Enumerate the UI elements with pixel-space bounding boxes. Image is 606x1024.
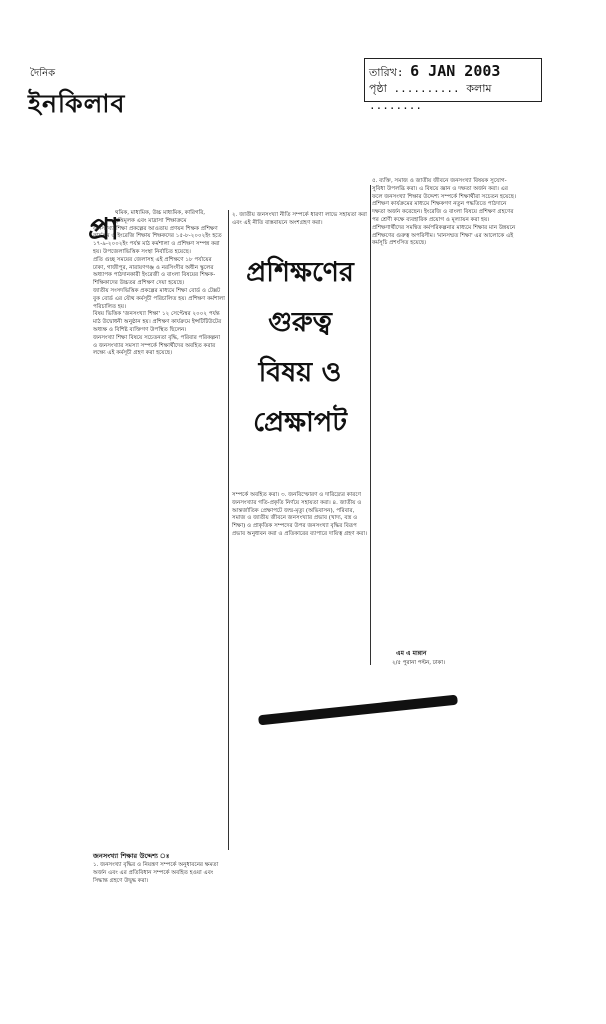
author-signature: এম এ মান্নান — [396, 650, 427, 657]
stamp-date-value: 6 JAN 2003 — [410, 62, 501, 80]
newspaper-masthead: ইনকিলাব — [28, 89, 126, 118]
date-stamp: তারিখ: 6 JAN 2003 পৃষ্ঠা .......... কলাম ........ — [364, 58, 542, 102]
article-column-1-tail: ১. জনসংখ্যা বৃদ্ধির ও নিয়ন্ত্রণ সম্পর্কে অনুধাবনের ক্ষমতা অর্জন এবং এর প্রতিবিধান সম্পর্কে অবহিত হওয়া এবং সিদ্ধান্ত গ্রহণে উদ্বুদ্ধ করা। — [93, 862, 219, 884]
article-column-3: ৫. ব্যক্তি, সমাজ ও জাতীয় জীবনে জনসংখ্যা বিষয়ক সুযোগ-সুবিধা উপলব্ধি করা। এ বিষয়ে জ্ঞান ও দক্ষতা অর্জন করা। এর ফলে জনসংখ্যা শিক্ষার উদ্দেশ্য সম্পর্কে শিক্ষার্থীরা সচেতন হয়েছে। প্রশিক্ষণ কার্যক্রমের মাধ্যমে শিক্ষকগণ নতুন পদ্ধতিতে পাঠদানে দক্ষতা অর্জন করেছেন। ইংরেজি ও বাংলা বিষয়ে প্রশিক্ষণ গ্রহণের পর শ্রেণী কক্ষে ব্যবহারিক প্রয়োগ ও মূল্যায়ন করা হয়। প্রশিক্ষণার্থীদের সমন্বিত কর্মপরিকল্পনার মাধ্যমে শিক্ষার মান উন্নয়নে প্রশিক্ষণের গুরুত্ব অপরিসীম। 'মানসম্মত শিক্ষা' এর আলোকে এই কর্মসূচি প্রশংসিত হয়েছে। — [372, 178, 517, 247]
paragraph: থমিক, মাধ্যমিক, উচ্চ মাধ্যমিক, কারিগরি, বৃত্তিমূলক এবং মাদ্রাসা শিক্ষাক্রমে — [115, 210, 206, 224]
drop-cap: প্রা — [88, 212, 120, 247]
headline-line: প্রশিক্ষণের — [246, 257, 354, 288]
article-column-2-top: ২. জাতীয় জনসংখ্যা নীতি সম্পর্কে ধারণা লাভে সহায়তা করা এবং এই নীতি বাস্তবায়নে অংশগ্রহণ করা। — [232, 212, 367, 226]
stamp-date-label: তারিখ — [369, 66, 397, 79]
article-column-2-bottom: সম্পর্কে অবহিত করা। ৩. জনবিস্ফোরণ ও দারিদ্র্যের কারণে জনসংখ্যার গতি-প্রকৃতি নির্ণয়ে সহায়তা করা। ৪. জাতীয় ও আন্তর্জাতিক প্রেক্ষাপটে জন্ম-মৃত্যু (অভিবাসন), পরিবার, সমাজ ও জাতীয় জীবনে জনসংখ্যার প্রভাব (খাদ্য, বস্ত্র ও শিক্ষা) ও প্রাকৃতিক সম্পদের উপর জনসংখ্যা বৃদ্ধির বিরূপ প্রভাব অনুধাবন করা ও প্রতিকারের ব্যাপারে দায়িত্ব গ্রহণ করা। — [232, 492, 367, 537]
headline-line: বিষয় ও — [258, 357, 342, 388]
paragraph: প্রতি গুচ্ছ সময়ের জেলাসহ এই প্রশিক্ষণে ১৮ পর্যায়ের ঢাকা, গাজীপুর, নারায়ণগঞ্জ ও নরসিংদীর অধীন স্কুলের অধ্যাপক পাঠদানকারী ইংরেজী ও বাংলা বিষয়ের শিক্ষক-শিক্ষিকাদের উচ্চতর প্রশিক্ষণ দেয়া হয়েছে। — [93, 256, 216, 287]
paragraph: বিষয় ভিত্তিক 'জনসংখ্যা শিক্ষা' ১২ সেপ্টেম্বর ২০০২ পর্যন্ত মাঠ উদ্বোধনী অনুষ্ঠান হয়। প্রশিক্ষণ কার্যক্রমে ইন্সটিটিউটের অধ্যক্ষ ও বিশিষ্ট ব্যক্তিগণ উপস্থিত ছিলেন। — [93, 311, 222, 333]
column-divider — [370, 185, 371, 665]
section-subheading: জনসংখ্যা শিক্ষার উদ্দেশ্য ঃ — [93, 852, 170, 860]
masthead-small-label: দৈনিক — [30, 68, 56, 79]
paragraph: জাতীয় সংসদভিত্তিক প্রকল্পের মাধ্যমে শিক্ষা বোর্ড ও টেক্সট বুক বোর্ড এর যৌথ কর্মসূচী পরিচালিত হয়। প্রশিক্ষণ কর্মশালা পরিচালিত হয়। — [93, 287, 225, 310]
headline-line: প্রেক্ষাপট — [253, 407, 347, 438]
column-divider — [228, 210, 229, 850]
paragraph: জনসংখ্যা শিক্ষা প্রকল্পের আওতায় প্রণয়ন শিক্ষক প্রশিক্ষণ কার্যক্রম ও ইংরেজি শিক্ষায় শিক্ষকদের ১৫-৮-২০০২ইং হতে ১৭-৯-২০০২ইং পর্যন্ত মাঠ কর্মশালা ও প্রশিক্ষণ সম্পন্ন করা হয়। উপজেলাভিত্তিক সংস্থা নির্বাচিত হয়েছে। — [93, 225, 222, 255]
paragraph: জনসংখ্যা শিক্ষা বিষয়ে সচেতনতা বৃদ্ধি, পরিবার পরিকল্পনা ও জনসংখ্যার সমস্যা সম্পর্কে শিক্ষার্থীদের অবহিত করার লক্ষ্যে এই কর্মসূচী গ্রহণ করা হয়েছে। — [93, 334, 220, 357]
headline-line: গুরুত্ব — [268, 307, 332, 338]
stamp-page-label: পৃষ্ঠা — [369, 82, 387, 95]
article-headline — [240, 248, 360, 448]
article-column-1 — [93, 210, 225, 358]
author-address: ২/৫ পুরানা পল্টন, ঢাকা। — [392, 660, 445, 666]
stamp-column-label: কলাম — [466, 82, 492, 95]
